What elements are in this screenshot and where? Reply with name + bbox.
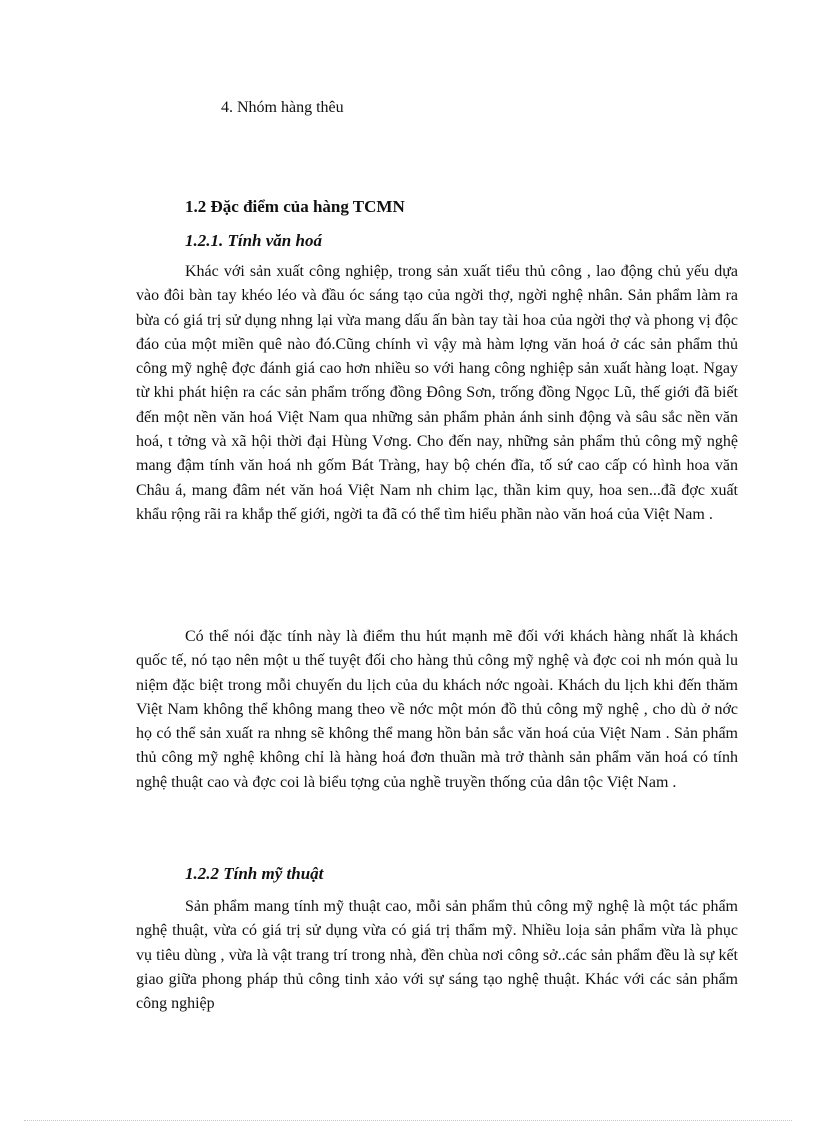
list-item-embroidery: 4. Nhóm hàng thêu: [221, 99, 344, 116]
paragraph-culture-2: Có thể nói đặc tính này là điểm thu hút mạnh mẽ đối với khách hàng nhất là khách quốc tế, nó tạo nên một u thế tuyệt đối cho hàng thủ công mỹ nghệ và đợc coi nh món quà lu niệm đặc biệt trong mỗi chuyến du lịch của du khách nớc ngoài. Khách du lịch khi đến thăm Việt Nam không thể không mang theo về nớc một món đồ thủ công mỹ nghệ , cho dù ở nớc họ có thể sản xuất ra nhng sẽ không thể mang hồn bản sắc văn hoá của Việt Nam . Sản phẩm thủ công mỹ nghệ không chỉ là hàng hoá đơn thuần mà trở thành sản phẩm văn hoá có tính nghệ thuật cao và đợc coi là biểu tợng của nghề truyền thống của dân tộc Việt Nam .: [136, 628, 738, 791]
subsection-title-aesthetics: 1.2.2 Tính mỹ thuật: [185, 864, 324, 883]
paragraph-aesthetics-1: Sản phẩm mang tính mỹ thuật cao, mỗi sản phẩm thủ công mỹ nghệ là một tác phẩm nghệ thuật, vừa có giá trị sử dụng vừa có giá trị thẩm mỹ. Nhiều loịa sản phẩm vừa là phục vụ tiêu dùng , vừa là vật trang trí trong nhà, đền chùa nơi công sở..các sản phẩm đều là sự kết giao giữa phong pháp thủ công tinh xảo với sự sáng tạo nghệ thuật. Khác với các sản phẩm công nghiệp: [136, 898, 738, 1013]
paragraph-culture-1: Khác với sản xuất công nghiệp, trong sản xuất tiểu thủ công , lao động chủ yếu dựa vào đôi bàn tay khéo léo và đầu óc sáng tạo của ngời thợ, ngời nghệ nhân. Sản phẩm làm ra bừa có giá trị sử dụng nhng lại vừa mang dấu ấn bàn tay tài hoa của ngời thợ và phong vị độc đáo của một miền quê nào đó.Cũng chính vì vậy mà hàm lợng văn hoá ở các sản phẩm thủ công mỹ nghệ đợc đánh giá cao hơn nhiều so với hang công nghiệp sản xuất hàng loạt. Ngay từ khi phát hiện ra các sản phẩm trống đồng Đông Sơn, trống đồng Ngọc Lũ, thế giới đã biết đến một nền văn hoá Việt Nam qua những sản phẩm phản ánh sinh động và sâu sắc nền văn hoá, t tởng và xã hội thời đại Hùng Vơng. Cho đến nay, những sản phẩm thủ công mỹ nghệ mang đậm tính văn hoá nh gốm Bát Tràng, hay bộ chén đĩa, tố sứ cao cấp có hình hoa văn Châu á, mang đâm nét văn hoá Việt Nam nh chim lạc, thần kim quy, hoa sen...đã đợc xuất khẩu rộng rãi ra khắp thế giới, ngời ta đã có thể tìm hiểu phần nào văn hoá của Việt Nam .: [136, 263, 738, 523]
page-bottom-rule: [24, 1120, 792, 1121]
section-heading: 1.2 Đặc điểm của hàng TCMN: [185, 197, 405, 216]
subsection-title-culture: 1.2.1. Tính văn hoá: [185, 231, 322, 250]
